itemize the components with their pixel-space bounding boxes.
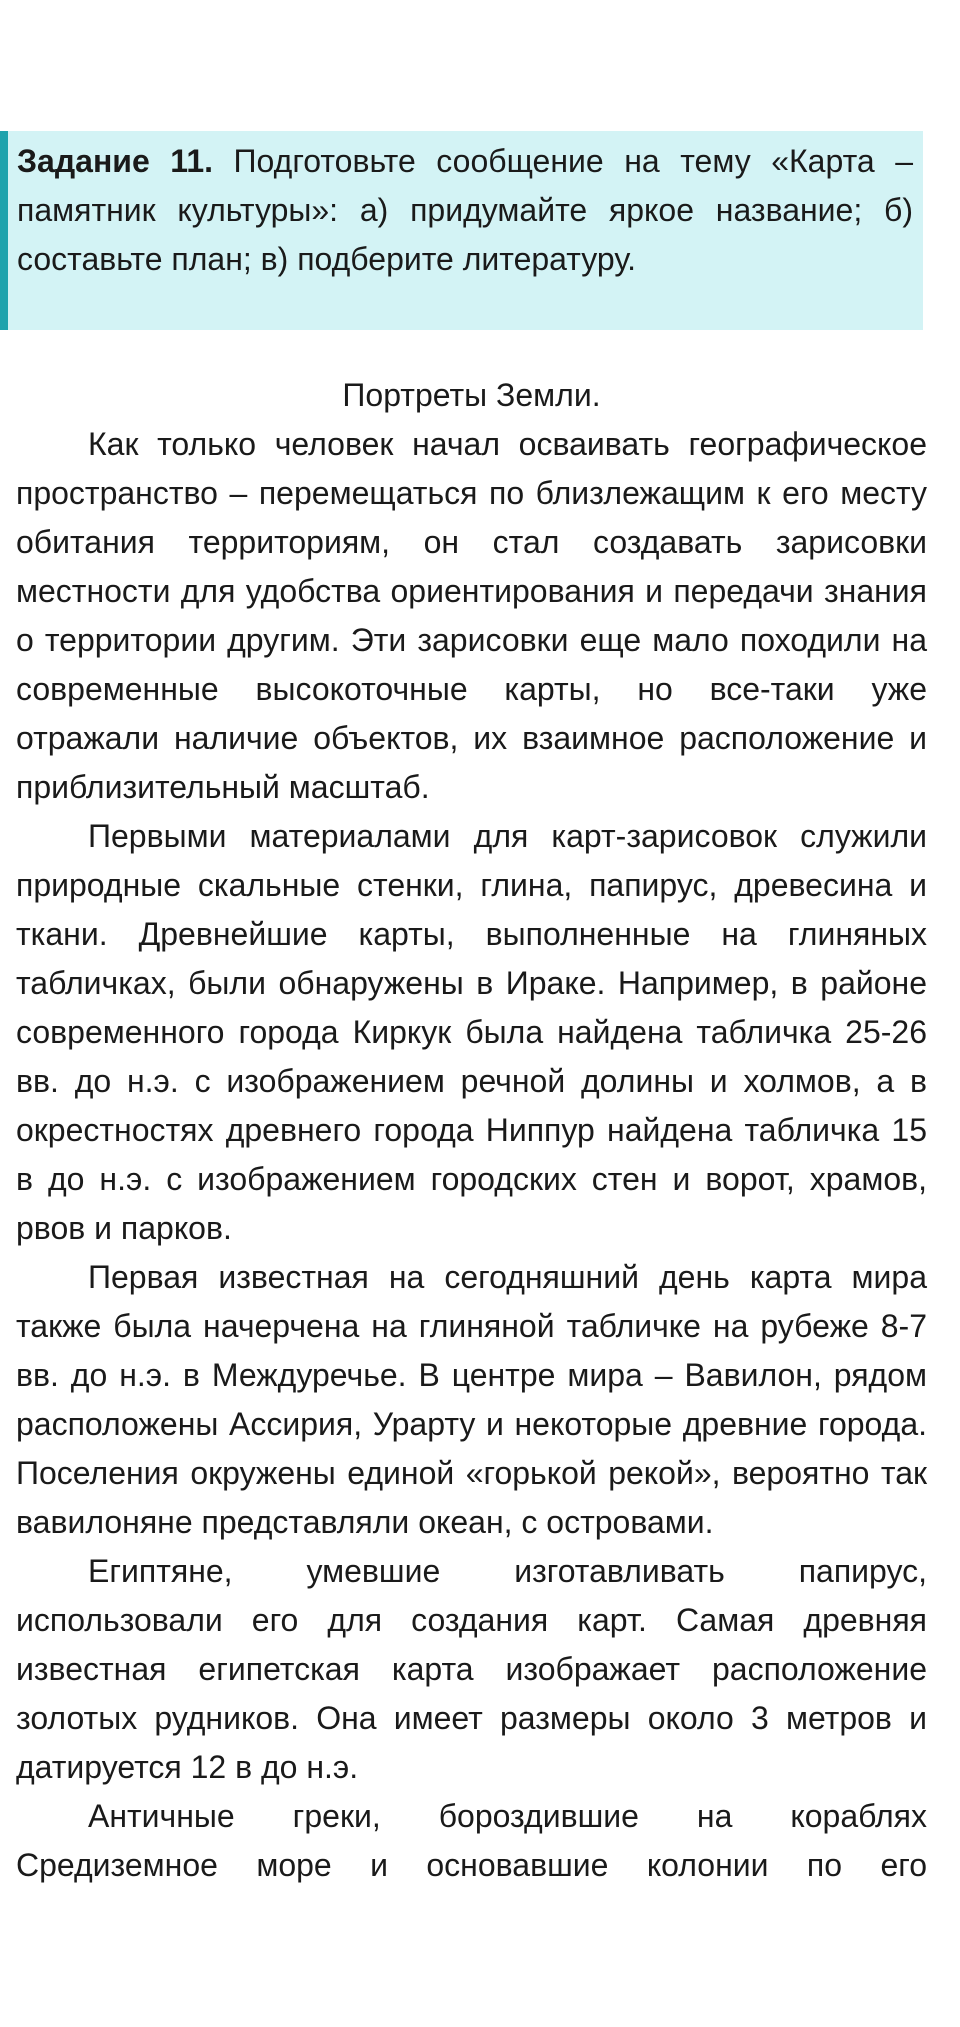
task-accent-bar	[0, 131, 8, 330]
article-paragraph: Египтяне, умевшие изготавливать папирус, использовали его для создания карт. Самая древняя известная египетская карта изображает расположение золотых рудников. Она имеет размеры около 3 метров и датируется 12 в до н.э.	[16, 1553, 927, 1785]
article	[16, 371, 927, 1890]
task-label: Задание 11.	[17, 143, 214, 179]
article-title: Портреты Земли.	[342, 377, 601, 413]
task-description: Подготовьте сообщение на тему «Карта – памятник культуры»: а) придумайте яркое название; б) составьте план; в) подберите литературу.	[17, 143, 914, 277]
task-text	[17, 137, 913, 284]
article-paragraph: Как только человек начал осваивать географическое пространство – перемещаться по близлежащим к его месту обитания территориям, он стал создавать зарисовки местности для удобства ориентирования и передачи знания о территории другим. Эти зарисовки еще мало походили на современные высокоточные карты, но все-таки уже отражали наличие объектов, их взаимное расположение и приблизительный масштаб.	[16, 426, 927, 805]
article-paragraph: Первая известная на сегодняшний день карта мира также была начерчена на глиняной табличке на рубеже 8-7 вв. до н.э. в Междуречье. В центре мира – Вавилон, рядом расположены Ассирия, Урарту и некоторые древние города. Поселения окружены единой «горькой рекой», вероятно так вавилоняне представляли океан, с островами.	[16, 1259, 927, 1540]
article-paragraph: Первыми материалами для карт-зарисовок служили природные скальные стенки, глина, папирус, древесина и ткани. Древнейшие карты, выполненные на глиняных табличках, были обнаружены в Ираке. Например, в районе современного города Киркук была найдена табличка 25-26 вв. до н.э. с изображением речной долины и холмов, а в окрестностях древнего города Ниппур найдена табличка 15 в до н.э. с изображением городских стен и ворот, храмов, рвов и парков.	[16, 818, 927, 1246]
article-paragraph: Античные греки, бороздившие на кораблях Средиземное море и основавшие колонии по его	[16, 1798, 927, 1883]
task-box	[0, 131, 923, 330]
